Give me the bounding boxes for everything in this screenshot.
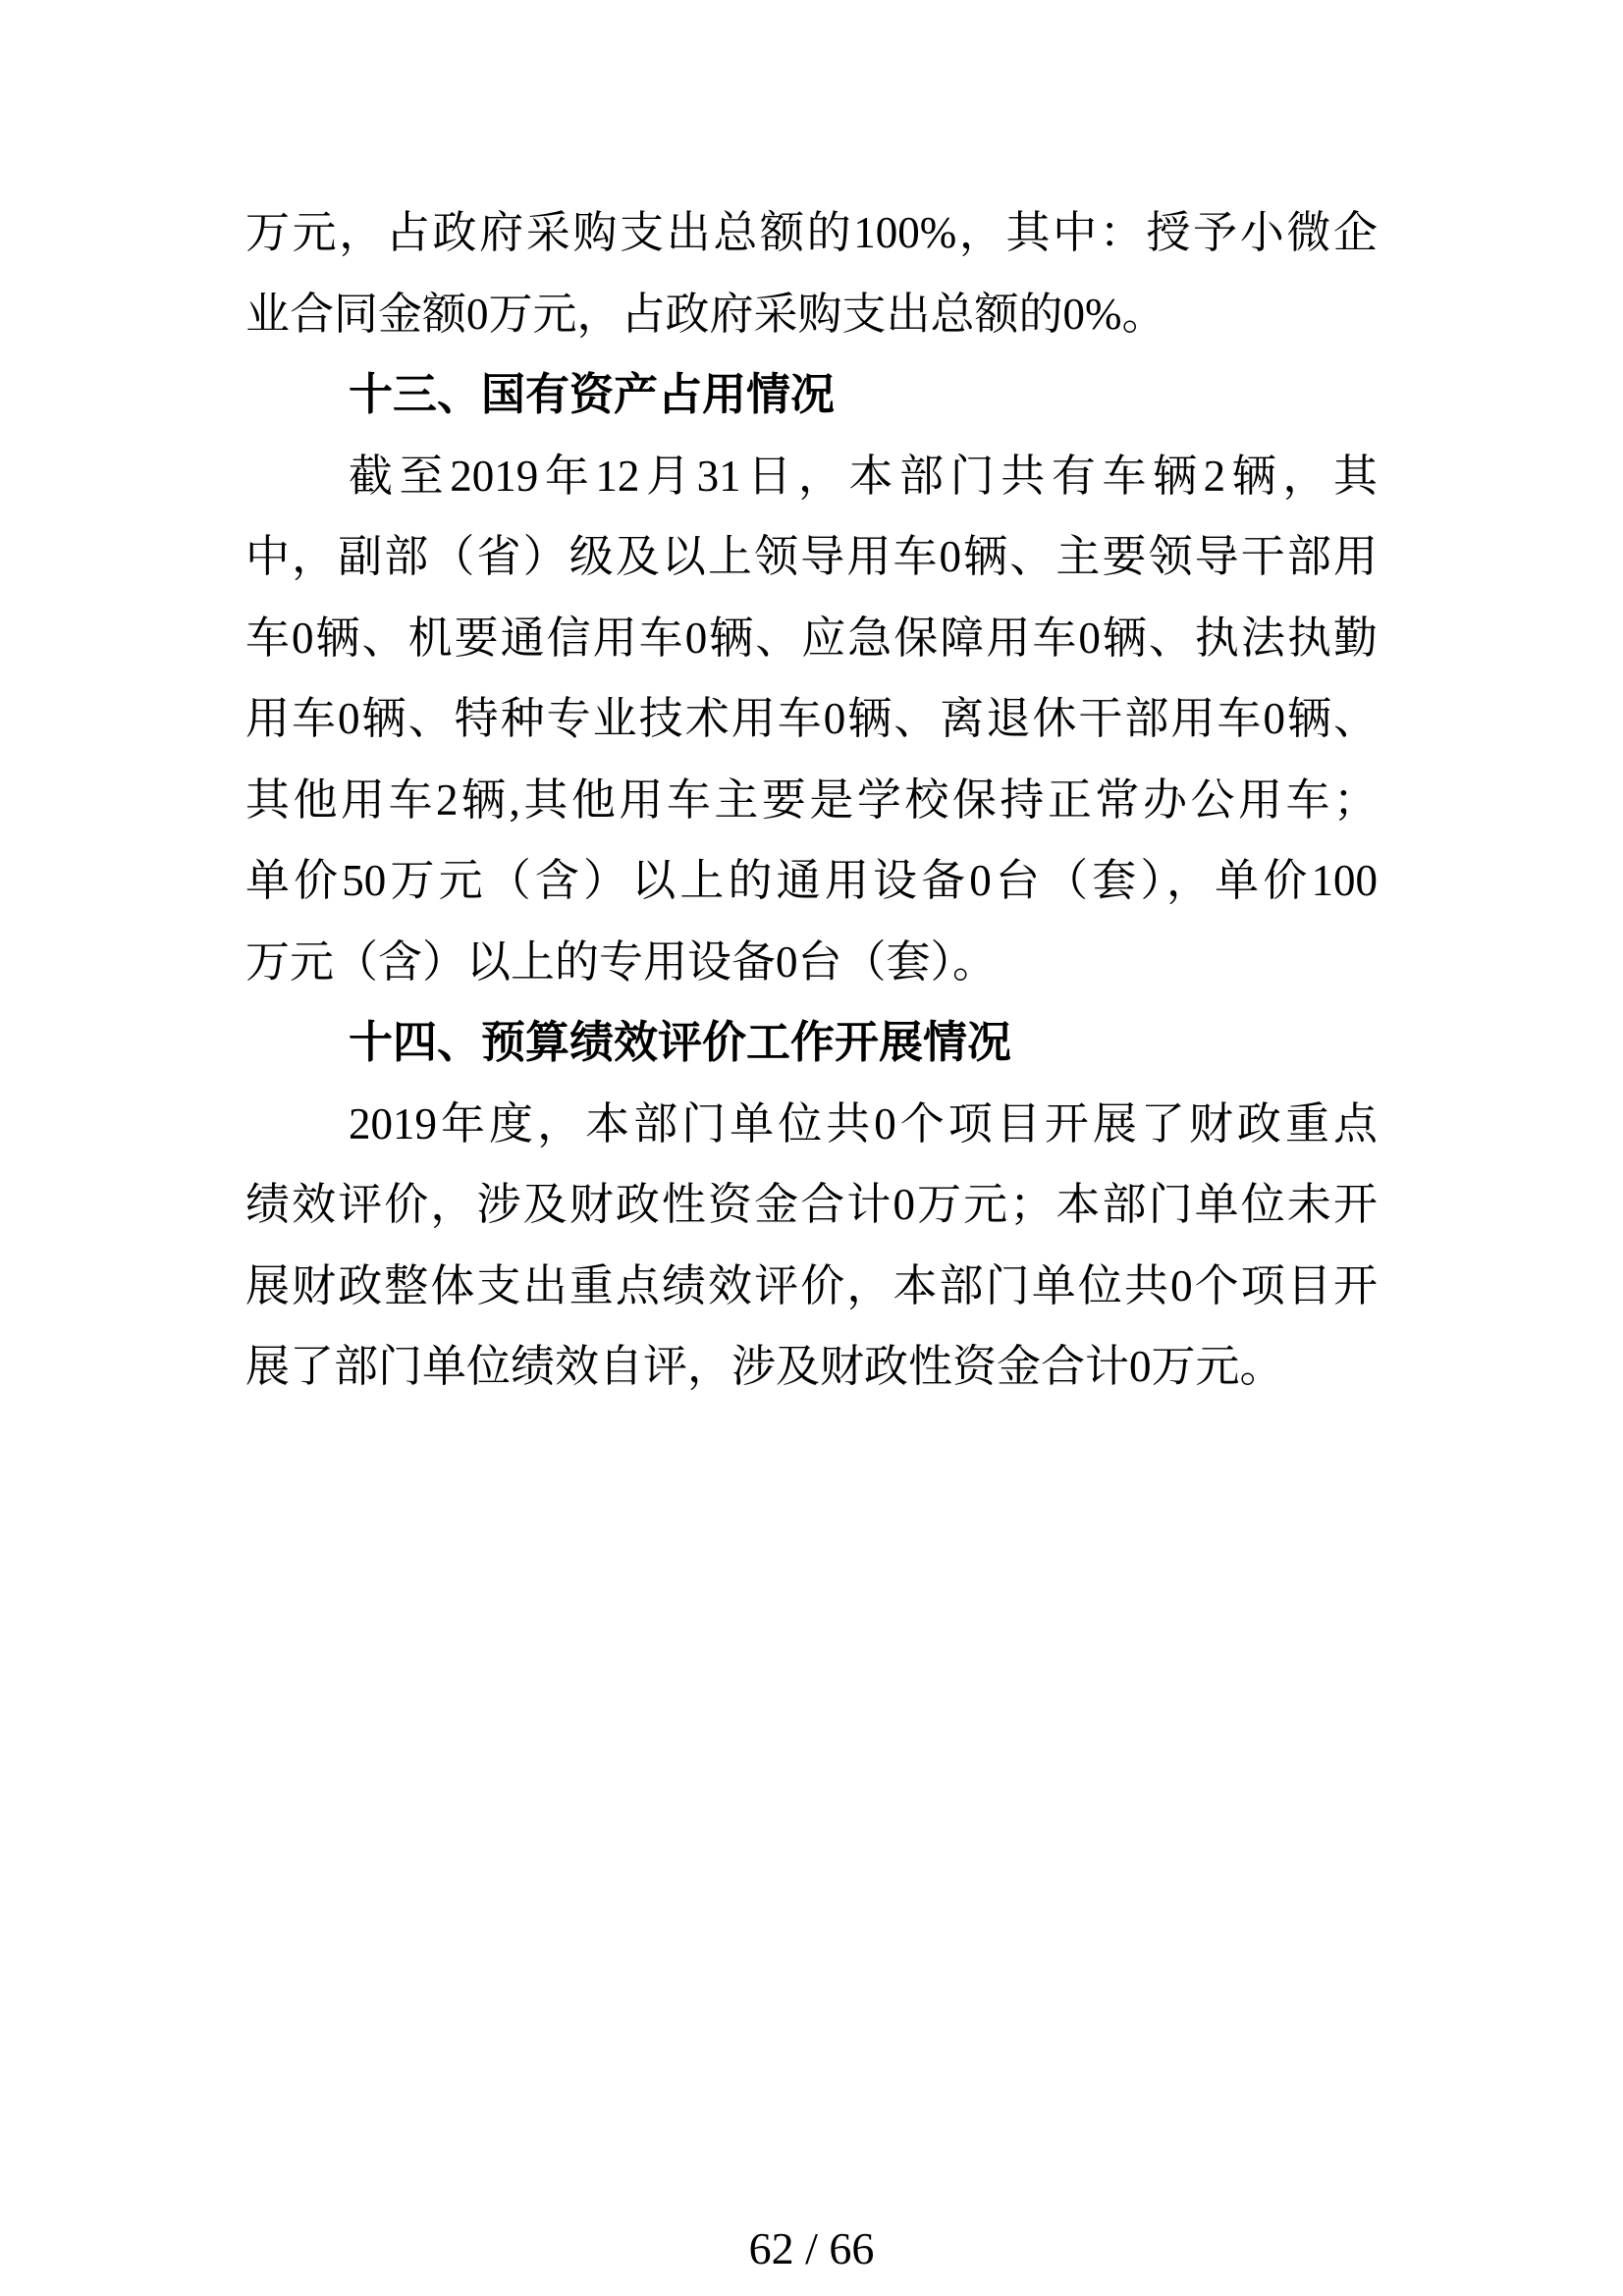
section-heading-13: 十三、国有资产占用情况 [349,368,836,420]
body-line: 2019年度，本部门单位共0个项目开展了财政重点 [349,1098,1378,1148]
body-line: 中，副部（省）级及以上领导用车0辆、主要领导干部用 [245,532,1378,581]
body-line: 展财政整体支出重点绩效评价，本部门单位共0个项目开 [245,1260,1378,1310]
page-number: 62 / 66 [748,2223,875,2273]
body-line: 用车0辆、特种专业技术用车0辆、离退休干部用车0辆、 [245,694,1378,743]
body-line: 单价50万元（含）以上的通用设备0台（套），单价100 [245,856,1378,905]
section-heading-14: 十四、预算绩效评价工作开展情况 [349,1016,1012,1068]
body-line: 万元，占政府采购支出总额的100%，其中：授予小微企 [245,208,1378,257]
page-body-text [245,192,1378,1408]
body-line: 其他用车2辆,其他用车主要是学校保持正常办公用车； [245,774,1378,825]
body-line: 展了部门单位绩效自评，涉及财政性资金合计0万元。 [245,1342,1284,1391]
body-line: 业合同金额0万元，占政府采购支出总额的0%。 [245,289,1166,339]
body-line: 万元（含）以上的专用设备0台（套）。 [245,936,998,987]
body-line: 绩效评价，涉及财政性资金合计0万元；本部门单位未开 [245,1180,1378,1229]
body-line: 截至2019年12月31日，本部门共有车辆2辆，其 [349,451,1378,501]
body-line: 车0辆、机要通信用车0辆、应急保障用车0辆、执法执勤 [245,613,1378,663]
